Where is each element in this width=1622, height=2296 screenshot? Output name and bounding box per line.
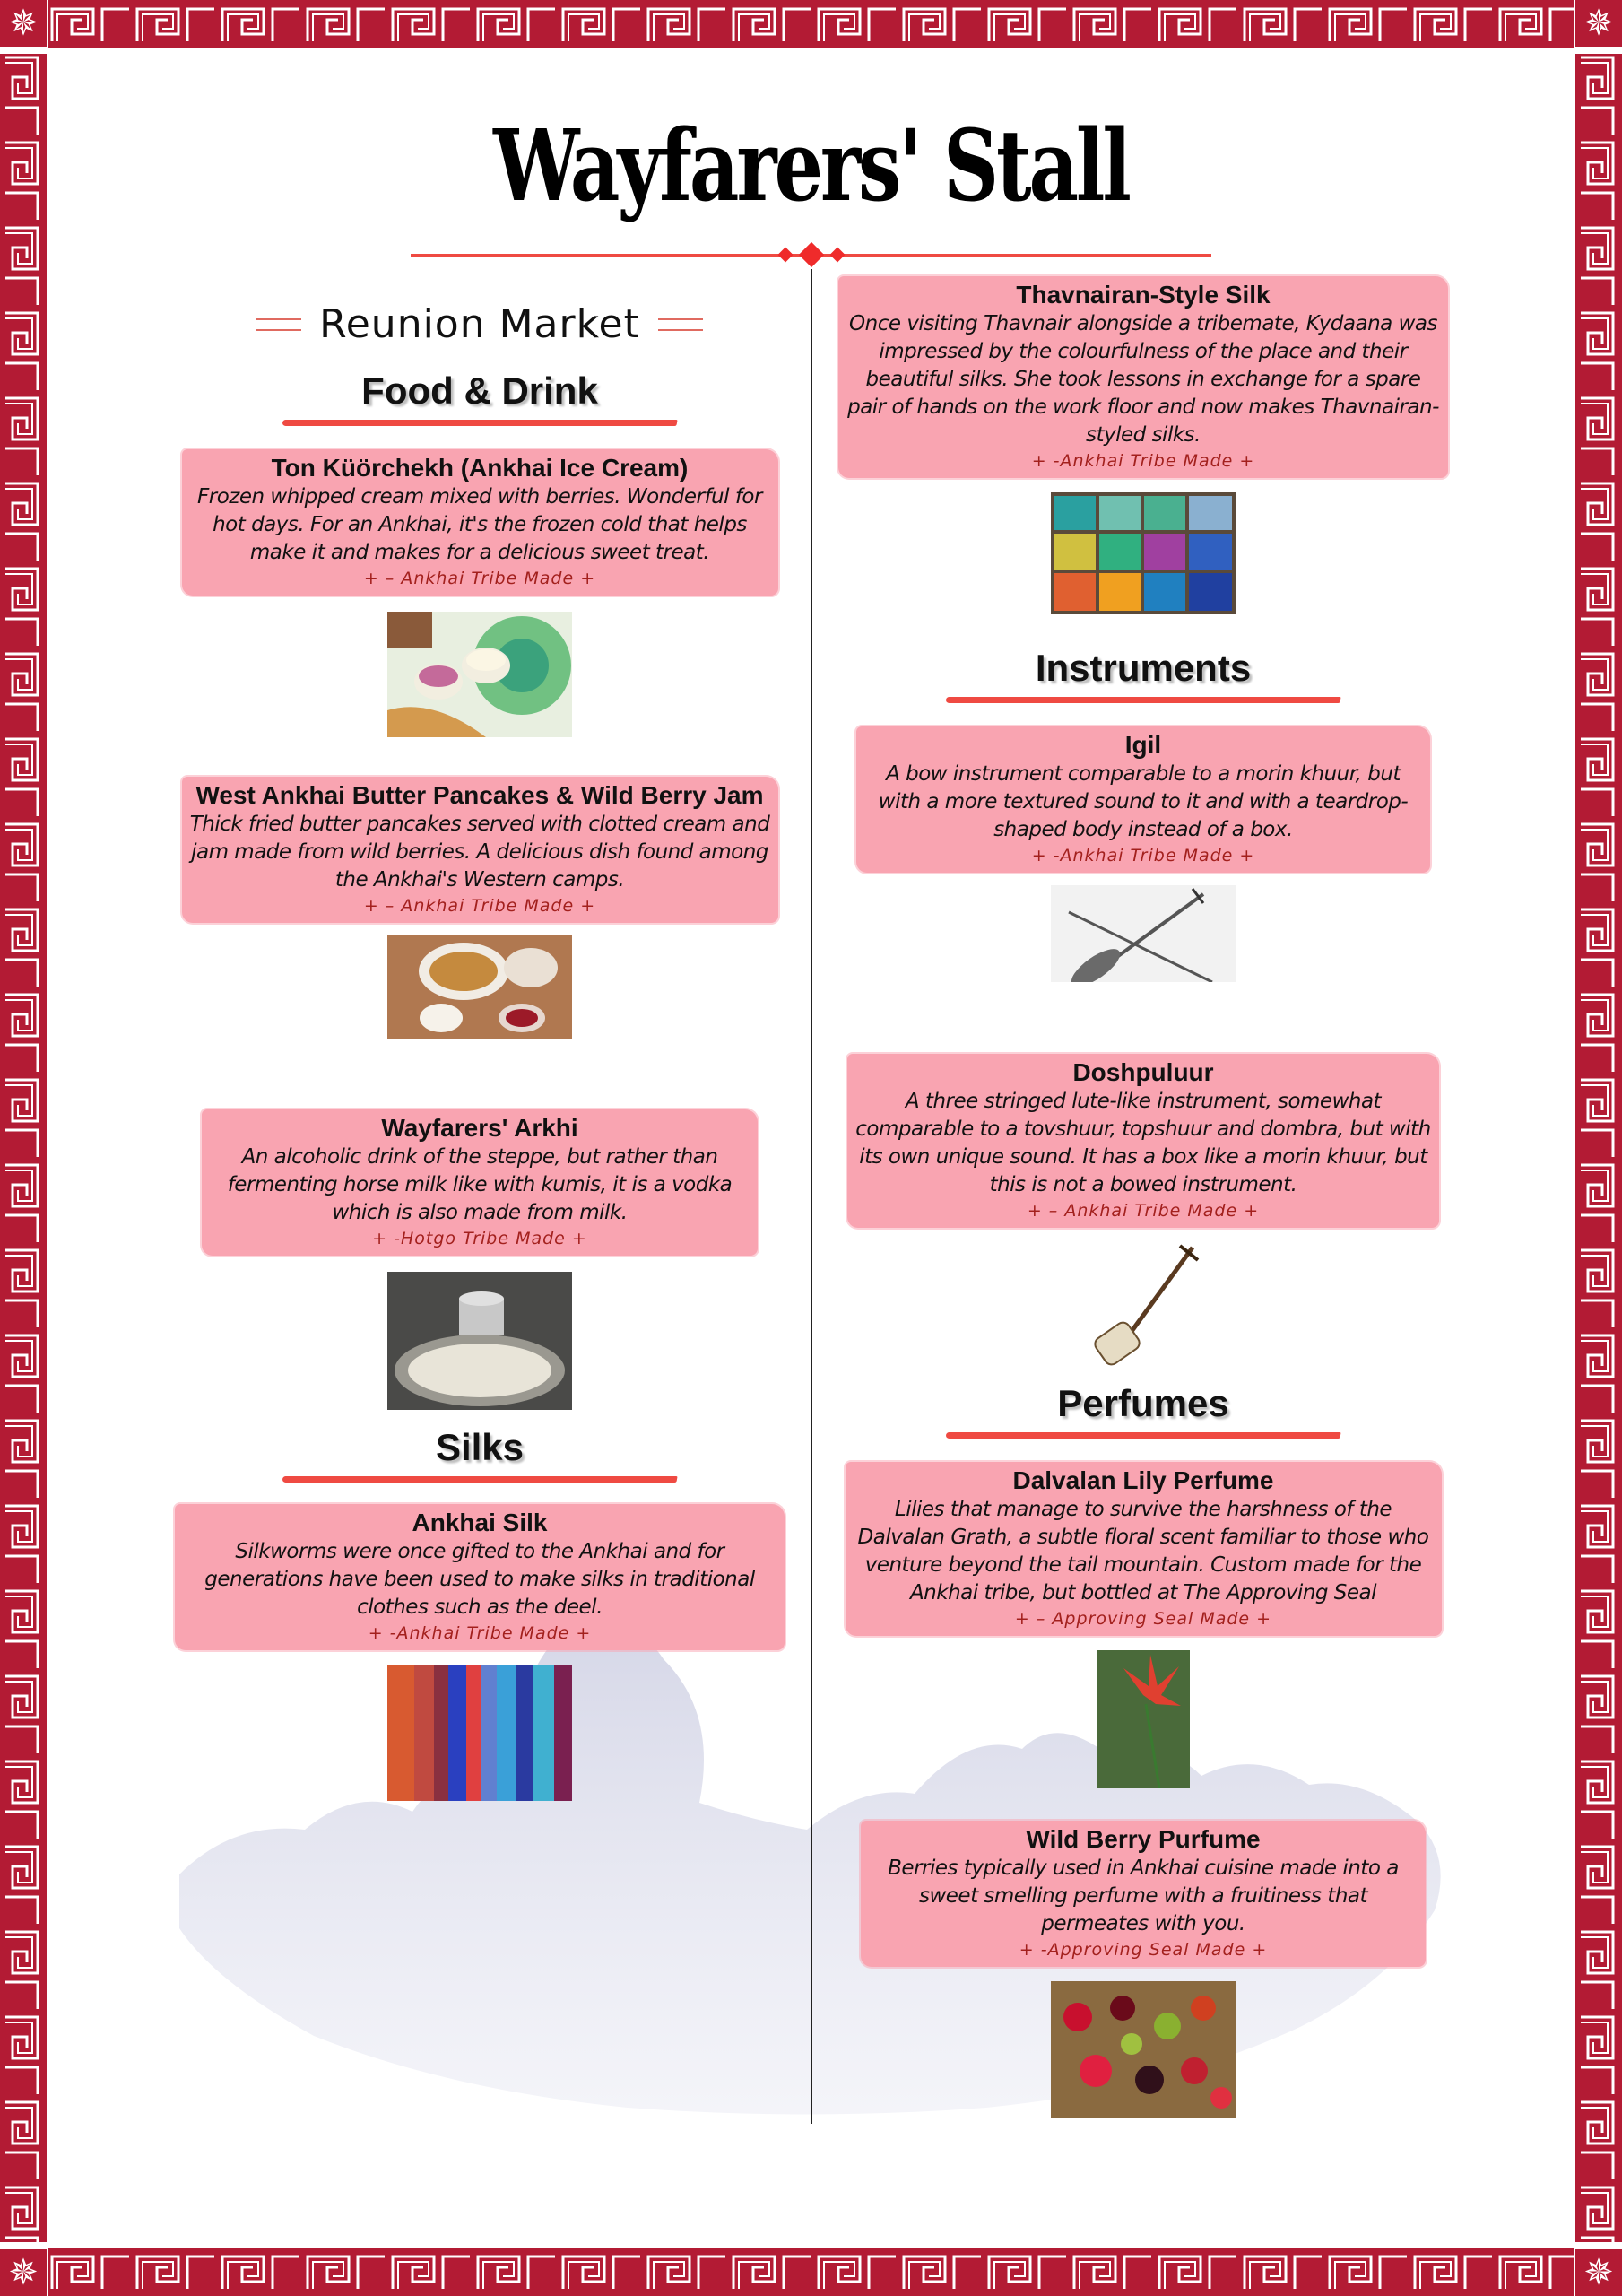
item-name: Ton Küörchekh (Ankhai Ice Cream) — [271, 454, 689, 482]
red-lily-photo — [1097, 1650, 1190, 1788]
menu-item-card — [847, 1054, 1439, 1228]
item-name: Wild Berry Purfume — [1026, 1825, 1261, 1853]
diamond-ornament — [778, 248, 794, 263]
star-flower-icon: ✵ — [0, 0, 47, 47]
silk-rolls-photo — [387, 1665, 572, 1801]
item-name: Dalvalan Lily Perfume — [1012, 1466, 1274, 1494]
doshpuluur-instrument-photo — [1085, 1239, 1201, 1373]
border-left — [0, 54, 47, 2242]
item-maker: + -Ankhai Tribe Made + — [368, 1623, 592, 1643]
star-flower-icon: ✵ — [1575, 0, 1622, 47]
diamond-ornament — [830, 248, 846, 263]
section-food-drink — [282, 370, 677, 426]
item-maker: + -Ankhai Tribe Made + — [1031, 846, 1255, 865]
item-description: A three stringed lute-like instrument, somewhat comparable to a tovshuur, topshuur and dombra, but with its own unique sound. It has a box like a morin khuur, but this is not a bowed instrument. — [855, 1090, 1431, 1196]
pancakes-jam-photo — [387, 935, 572, 1039]
left-column — [170, 359, 789, 1801]
section-title: Silks — [435, 1426, 525, 1468]
item-name: West Ankhai Butter Pancakes & Wild Berry Jam — [195, 781, 764, 809]
item-name: Doshpuluur — [1072, 1058, 1214, 1086]
item-maker: + -Approving Seal Made + — [1019, 1940, 1268, 1960]
section-title: Instruments — [1035, 647, 1252, 689]
menu-item-card — [202, 1109, 758, 1256]
menu-item-card — [861, 1821, 1426, 1967]
brush-underline — [282, 1476, 677, 1483]
item-description: Silkworms were once gifted to the Ankhai and for generations have been used to make silks in traditional clothes such as the deel. — [204, 1540, 755, 1619]
item-description: A bow instrument comparable to a morin khuur, but with a more textured sound to it and with a teardrop-shaped body instead of a box. — [878, 762, 1409, 841]
item-description: Lilies that manage to survive the harshness of the Dalvalan Grath, a subtle floral scent familiar to those who venture beyond the tail mountain. Custom made for the Ankhai tribe, but bottled at The Approving Seal — [857, 1498, 1429, 1605]
section-instruments — [946, 647, 1340, 703]
item-maker: + -Ankhai Tribe Made + — [1031, 451, 1255, 471]
igil-instrument-photo — [1051, 885, 1236, 982]
item-maker: + -Hotgo Tribe Made + — [372, 1229, 587, 1248]
menu-item-card — [182, 777, 778, 923]
market-heading — [179, 301, 780, 347]
item-description: Once visiting Thavnair alongside a tribemate, Kydaana was impressed by the colourfulness of the place and their beautiful silks. She took lessons in exchange for a spare pair of hands on the work floor and now makes Thavnairan-styled silks. — [847, 312, 1439, 447]
brush-underline — [945, 1432, 1340, 1439]
item-name: Igil — [1124, 731, 1162, 759]
colourful-silks-photo — [1051, 492, 1236, 614]
item-maker: + – Ankhai Tribe Made + — [363, 896, 596, 916]
border-right — [1575, 54, 1622, 2242]
item-description: Frozen whipped cream mixed with berries. Wonderful for hot days. For an Ankhai, it's the frozen cold that helps make it and makes for a delicious sweet treat. — [197, 485, 762, 564]
item-description: Berries typically used in Ankhai cuisine made into a sweet smelling perfume with a fruitiness that permeates with you. — [888, 1857, 1399, 1935]
menu-item-card — [846, 1462, 1442, 1636]
ice-cream-bowls-photo — [387, 612, 572, 737]
double-dash-ornament — [256, 318, 301, 331]
brush-underline — [945, 697, 1340, 703]
section-perfumes — [946, 1382, 1340, 1439]
page-title: Wayfarers' Stall — [493, 108, 1129, 223]
item-description: An alcoholic drink of the steppe, but rather than fermenting horse milk like with kumis, it is a vodka which is also made from milk. — [227, 1145, 733, 1224]
menu-item-card — [838, 276, 1448, 478]
star-flower-icon: ✵ — [0, 2249, 47, 2296]
star-flower-icon: ✵ — [1575, 2249, 1622, 2296]
milk-vodka-still-photo — [387, 1272, 572, 1410]
border-top — [48, 0, 1574, 48]
menu-item-card — [175, 1504, 785, 1650]
item-name: Ankhai Silk — [412, 1509, 548, 1536]
item-description: Thick fried butter pancakes served with clotted cream and jam made from wild berries. A delicious dish found among the Ankhai's Western camps. — [189, 813, 770, 891]
menu-item-card — [856, 726, 1430, 873]
item-maker: + – Ankhai Tribe Made + — [1027, 1201, 1260, 1221]
border-bottom — [48, 2248, 1574, 2296]
meander-pattern-left — [0, 54, 47, 2242]
diamond-ornament — [799, 242, 824, 267]
meander-pattern-top — [48, 0, 1574, 48]
double-dash-ornament — [658, 318, 703, 331]
item-maker: + – Ankhai Tribe Made + — [363, 569, 596, 588]
meander-pattern-right — [1575, 54, 1622, 2242]
section-title: Perfumes — [1057, 1382, 1229, 1424]
section-silks — [282, 1426, 677, 1483]
section-title: Food & Drink — [361, 370, 598, 412]
market-name: Reunion Market — [319, 301, 640, 347]
right-column — [834, 269, 1453, 2118]
menu-item-card — [182, 449, 778, 596]
meander-pattern-bottom — [48, 2248, 1574, 2296]
brush-underline — [282, 420, 677, 426]
item-name: Wayfarers' Arkhi — [381, 1114, 578, 1142]
item-name: Thavnairan-Style Silk — [1016, 281, 1271, 309]
item-maker: + – Approving Seal Made + — [1014, 1609, 1272, 1629]
wild-berries-photo — [1051, 1981, 1236, 2118]
column-divider — [811, 269, 812, 2124]
